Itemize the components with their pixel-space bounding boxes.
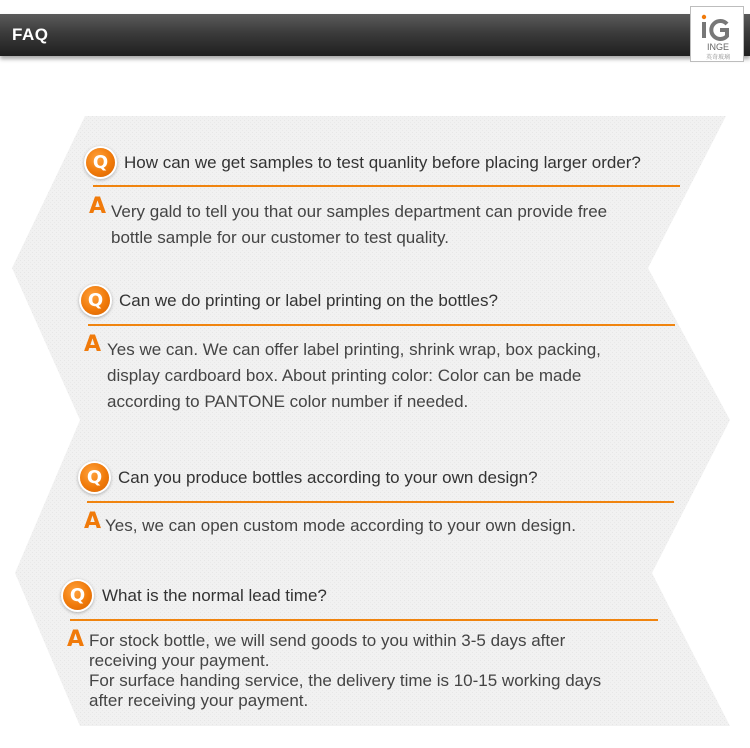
answer-text [105, 513, 576, 539]
answer-icon: A [84, 509, 102, 534]
question-underline [87, 501, 674, 503]
answer-line: Yes, we can open custom mode according to your own design. [105, 516, 576, 535]
question-underline [88, 324, 675, 326]
question-text: Can you produce bottles according to your own design? [118, 468, 538, 487]
faq-band-3 [15, 420, 730, 573]
answer-line: For surface handing service, the delivery time is 10-15 working days [89, 671, 602, 690]
answer-line: receiving your payment. [89, 651, 270, 670]
question-text: How can we get samples to test quanlity before placing larger order? [124, 153, 641, 172]
answer-line: For stock bottle, we will send goods to you within 3-5 days after [89, 631, 566, 650]
question-underline [93, 185, 680, 187]
question-icon: Q [81, 286, 110, 315]
answer-text [89, 631, 601, 711]
answer-line: according to PANTONE color number if needed. [107, 392, 469, 411]
answer-text [107, 337, 601, 415]
question-icon: Q [63, 581, 92, 610]
question-text: Can we do printing or label printing on the bottles? [119, 291, 498, 310]
logo-name: INGE [706, 42, 730, 52]
question-underline [70, 619, 658, 621]
answer-icon: A [89, 194, 107, 219]
answer-line: display cardboard box. About printing color: Color can be made [107, 366, 582, 385]
answer-line: after receiving your payment. [89, 691, 309, 710]
question-icon: Q [80, 463, 109, 492]
answer-text [111, 199, 607, 251]
answer-line: Yes we can. We can offer label printing, shrink wrap, box packing, [107, 340, 601, 359]
answer-line: Very gald to tell you that our samples department can provide free [111, 202, 608, 221]
question-icon: Q [86, 148, 115, 177]
page-title: FAQ [12, 25, 49, 44]
question-text: What is the normal lead time? [102, 586, 327, 605]
answer-line: bottle sample for our customer to test quality. [111, 228, 449, 247]
answer-icon: A [84, 332, 102, 357]
logo-subtitle: 英奇玻璃 [705, 54, 731, 61]
answer-icon: A [67, 627, 85, 652]
